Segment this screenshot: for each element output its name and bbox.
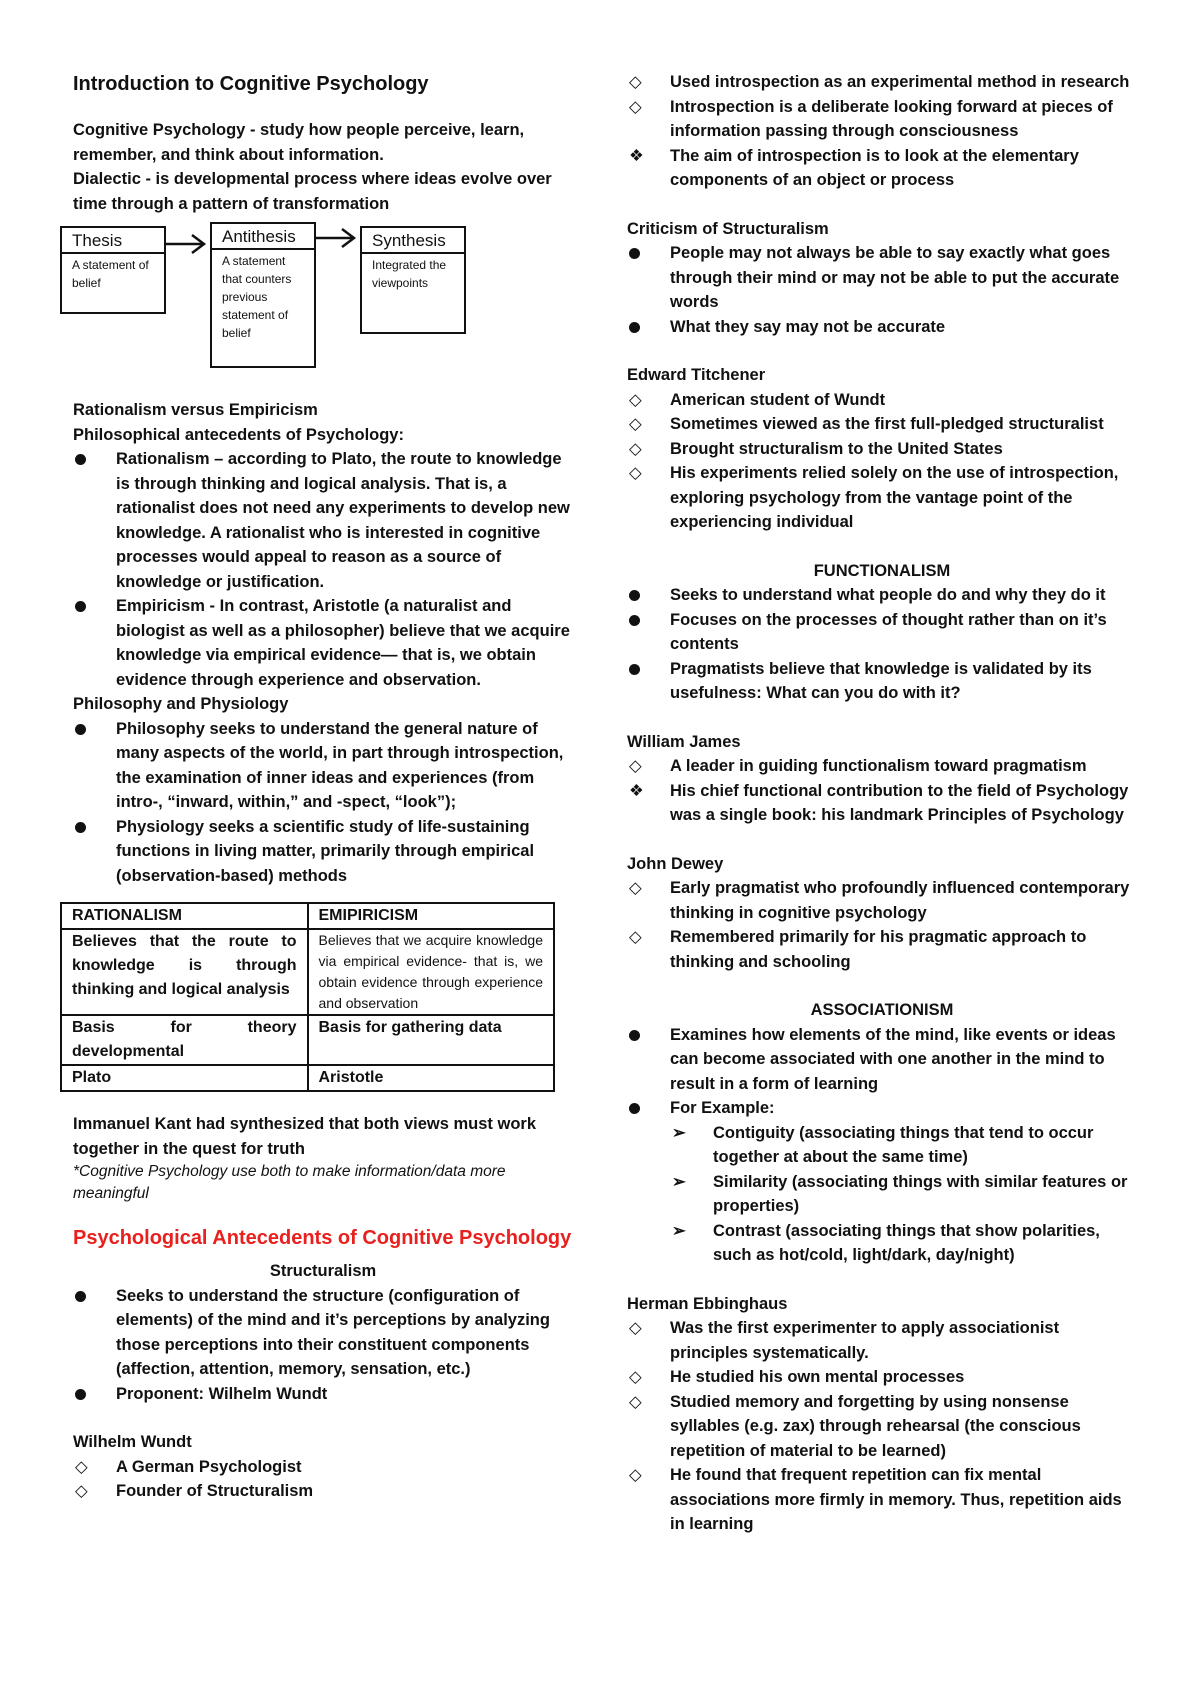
associationism-heading: ASSOCIATIONISM [810, 1001, 954, 1019]
wundt-continued-list [627, 70, 1137, 193]
list-item: Empiricism - In contrast, Aristotle (a naturalist and biologist as well as a philosopher) believe that we acquire knowledge via empirical evidence— that is, we obtain evidence through experience and observation. [73, 594, 573, 692]
page-title: Introduction to Cognitive Psychology [73, 73, 429, 95]
diamond-icon: ◇ [75, 1457, 88, 1476]
bullet-icon [629, 1030, 640, 1041]
synthesis-text: Integrated the viewpoints [372, 258, 447, 290]
list-item: ◇ A leader in guiding functionalism toward pragmatism [627, 754, 1137, 779]
list-item: ◇ His experiments relied solely on the use of introspection, exploring psychology from the vantage point of the experiencing individual [627, 461, 1137, 535]
list-item: ◇ Introspection is a deliberate looking forward at pieces of information passing through consciousness [627, 95, 1137, 144]
table-row [61, 929, 554, 1015]
list-item: ◇ Sometimes viewed as the first full-pledged structuralist [627, 412, 1137, 437]
philosophy-physiology-heading: Philosophy and Physiology [73, 695, 289, 713]
arrow-icon [316, 226, 358, 250]
diamond-icon: ◇ [629, 415, 642, 433]
list-item: Examines how elements of the mind, like events or ideas can become associated with one another in the mind to result in a form of learning [627, 1023, 1137, 1097]
bullet-icon [75, 454, 86, 465]
comparison-table [60, 902, 555, 1092]
arrow-icon [166, 232, 208, 256]
functionalism-list [627, 583, 1137, 706]
list-item: Rationalism – according to Plato, the route to knowledge is through thinking and logical analysis. That is, a rationalist does not need any experiments to develop new knowledge. A rationalist who is interested in cognitive processes would appeal to reason as a source of knowledge or justification. [73, 447, 573, 594]
bullet-icon [75, 724, 86, 735]
diamond-icon: ◇ [629, 1392, 642, 1411]
diamond-icon: ◇ [629, 1368, 642, 1386]
table-header: EMIPIRICISM [308, 903, 555, 929]
list-item: ◇ He found that frequent repetition can fix mental associations more firmly in memory. Thus, repetition aids in learning [627, 1463, 1137, 1537]
list-item: Pragmatists believe that knowledge is validated by its usefulness: What can you do with it? [627, 657, 1137, 706]
james-list [627, 754, 1137, 828]
associationism-list [627, 1023, 1137, 1121]
titchener-list [627, 388, 1137, 535]
table-cell: Basis for gathering data [308, 1015, 555, 1065]
table-cell: Aristotle [308, 1065, 555, 1091]
bullet-icon [75, 822, 86, 833]
list-item: ◇ Brought structuralism to the United States [627, 437, 1137, 462]
list-item: ➢ Contrast (associating things that show polarities, such as hot/cold, light/dark, day/night) [627, 1219, 1137, 1268]
functionalism-heading: FUNCTIONALISM [813, 561, 951, 580]
table-row [61, 1015, 554, 1065]
bullet-icon [629, 322, 640, 333]
criticism-list [627, 241, 1137, 339]
diamond-icon: ◇ [629, 928, 642, 946]
diamond-icon: ◇ [629, 1466, 642, 1484]
criticism-heading: Criticism of Structuralism [627, 219, 829, 238]
list-item: ◇ American student of Wundt [627, 388, 1137, 413]
arrowhead-icon: ➢ [672, 1172, 686, 1191]
list-item: ❖ His chief functional contribution to the field of Psychology was a single book: his landmark Principles of Psychology [627, 779, 1137, 828]
thesis-title: Thesis [62, 228, 164, 254]
antithesis-box [210, 222, 316, 368]
diamond-icon: ◇ [629, 464, 642, 482]
wundt-heading: Wilhelm Wundt [73, 1433, 192, 1451]
left-column [73, 70, 573, 1504]
table-row [61, 1065, 554, 1091]
diamond-icon: ◇ [75, 1482, 88, 1500]
arrowhead-icon: ➢ [672, 1221, 686, 1240]
list-item: What they say may not be accurate [627, 315, 1137, 340]
bullet-icon [629, 590, 640, 601]
table-cell: Believes that we acquire knowledge via empirical evidence- that is, we obtain evidence through experience and observation [308, 929, 555, 1015]
bullet-icon [75, 1389, 86, 1400]
bullet-icon [629, 1103, 640, 1114]
list-item: ◇ Studied memory and forgetting by using nonsense syllables (e.g. zax) through rehearsal (the conscious repetition of material to be learned) [627, 1390, 1137, 1464]
list-item: ➢ Similarity (associating things with similar features or properties) [627, 1170, 1137, 1219]
table-cell: Basis for theory developmental [61, 1015, 308, 1065]
list-item: Physiology seeks a scientific study of life-sustaining functions in living matter, primarily through empirical (observation-based) methods [73, 815, 573, 889]
list-item: ◇ Was the first experimenter to apply associationist principles systematically. [627, 1316, 1137, 1365]
ebbinghaus-heading: Herman Ebbinghaus [627, 1294, 788, 1313]
right-column [627, 70, 1137, 1537]
philosophy-physiology-list [73, 717, 573, 889]
structuralism-list [73, 1284, 573, 1407]
table-header-row [61, 903, 554, 929]
thesis-text: A statement of belief [72, 258, 149, 290]
synthesis-title: Synthesis [362, 228, 464, 254]
dewey-heading: John Dewey [627, 854, 724, 873]
list-item: ◇ Early pragmatist who profoundly influenced contemporary thinking in cognitive psychology [627, 876, 1137, 925]
titchener-heading: Edward Titchener [627, 366, 766, 384]
antecedents-list [73, 447, 573, 692]
list-item: ◇ He studied his own mental processes [627, 1365, 1137, 1390]
table-cell: Believes that the route to knowledge is through thinking and logical analysis [61, 929, 308, 1015]
james-heading: William James [627, 732, 741, 751]
dialectic-diagram [60, 226, 573, 398]
section-heading: Psychological Antecedents of Cognitive Psychology [73, 1227, 572, 1249]
diamond-icon: ◇ [629, 1319, 642, 1337]
arrowhead-icon: ➢ [672, 1123, 686, 1142]
diamond-icon: ◇ [629, 757, 642, 775]
antecedents-heading: Philosophical antecedents of Psychology: [73, 425, 404, 444]
synthesis-box [360, 226, 466, 334]
list-item: Philosophy seeks to understand the general nature of many aspects of the world, in part through introspection, the examination of inner ideas and experiences (from intro-, “inward, within,” and -spect, “look”); [73, 717, 573, 815]
note: *Cognitive Psychology use both to make information/data more meaningful [73, 1163, 506, 1202]
rationalism-empiricism-heading: Rationalism versus Empiricism [73, 401, 318, 419]
diamond-icon: ◇ [629, 879, 642, 897]
bullet-icon [629, 615, 640, 626]
cognitive-psychology-definition: Cognitive Psychology - study how people perceive, learn, remember, and think about information. [73, 121, 525, 164]
bullet-icon [629, 248, 640, 259]
structuralism-heading: Structuralism [269, 1262, 377, 1280]
list-item: ◇ Remembered primarily for his pragmatic approach to thinking and schooling [627, 925, 1137, 974]
list-item: ➢ Contiguity (associating things that tend to occur together at about the same time) [627, 1121, 1137, 1170]
table-header: RATIONALISM [61, 903, 308, 929]
diamond-filled-icon: ❖ [629, 146, 644, 165]
bullet-icon [629, 664, 640, 675]
list-item: Proponent: Wilhelm Wundt [73, 1382, 573, 1407]
diamond-filled-icon: ❖ [629, 781, 644, 800]
thesis-box [60, 226, 166, 314]
diamond-icon: ◇ [629, 439, 642, 458]
dialectic-definition: Dialectic - is developmental process where ideas evolve over time through a pattern of transformation [73, 170, 552, 213]
diamond-icon: ◇ [629, 390, 642, 409]
table-cell: Plato [61, 1065, 308, 1091]
antithesis-text: A statement that counters previous statement of belief [222, 254, 292, 340]
list-item: Seeks to understand what people do and why they do it [627, 583, 1137, 608]
list-item: Focuses on the processes of thought rather than on it’s contents [627, 608, 1137, 657]
example-list [627, 1121, 1137, 1268]
list-item: ◇ A German Psychologist [73, 1455, 573, 1480]
bullet-icon [75, 1291, 86, 1302]
antithesis-title: Antithesis [212, 224, 314, 250]
list-item: For Example: [627, 1096, 1137, 1121]
dewey-list [627, 876, 1137, 974]
list-item: ◇ Founder of Structuralism [73, 1479, 573, 1504]
bullet-icon [75, 601, 86, 612]
list-item: Seeks to understand the structure (configuration of elements) of the mind and it’s perceptions by analyzing those perceptions into their constituent components (affection, attention, memory, sensation, etc.) [73, 1284, 573, 1382]
list-item: People may not always be able to say exactly what goes through their mind or may not be able to put the accurate words [627, 241, 1137, 315]
list-item: ❖ The aim of introspection is to look at the elementary components of an object or process [627, 144, 1137, 193]
kant-statement: Immanuel Kant had synthesized that both views must work together in the quest for truth [73, 1115, 536, 1158]
diamond-icon: ◇ [629, 97, 642, 116]
list-item: ◇ Used introspection as an experimental method in research [627, 70, 1137, 95]
ebbinghaus-list [627, 1316, 1137, 1537]
wundt-list [73, 1455, 573, 1504]
diamond-icon: ◇ [629, 73, 642, 91]
